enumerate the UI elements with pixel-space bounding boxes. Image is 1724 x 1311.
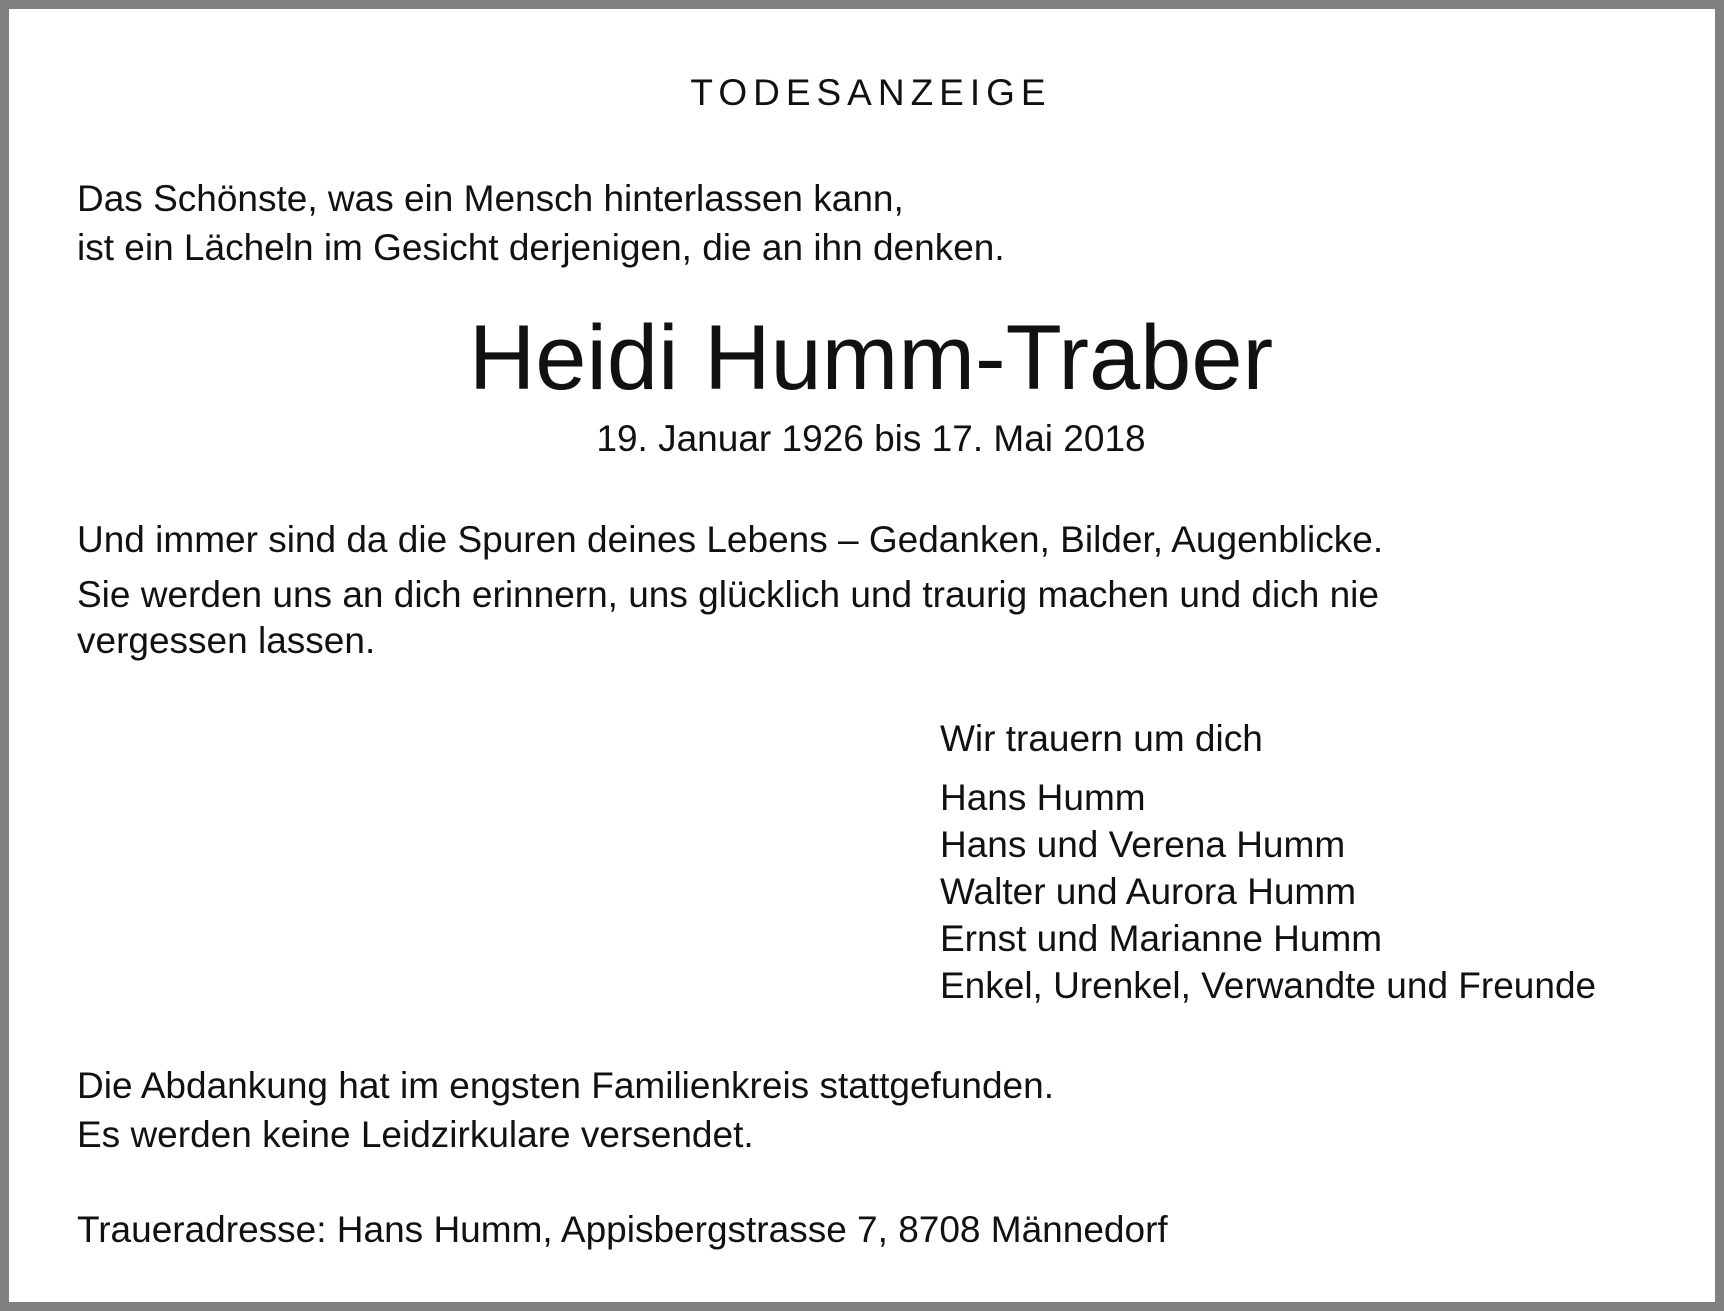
life-dates: 19. Januar 1926 bis 17. Mai 2018 <box>596 418 1146 459</box>
opening-quote <box>77 174 1005 272</box>
remembrance-line: Sie werden uns an dich erinnern, uns glücklich und traurig machen und dich nie <box>77 574 1379 615</box>
mourner-name: Hans Humm <box>940 777 1146 818</box>
mourning-address: Traueradresse: Hans Humm, Appisbergstrasse 7, 8708 Männedorf <box>77 1209 1168 1250</box>
service-info <box>77 1061 1054 1159</box>
quote-line: Das Schönste, was ein Mensch hinterlassen kann, <box>77 178 904 219</box>
mourner-name: Ernst und Marianne Humm <box>940 918 1383 959</box>
deceased-name: Heidi Humm-Traber <box>468 307 1274 409</box>
remembrance-line: Und immer sind da die Spuren deines Lebens – Gedanken, Bilder, Augenblicke. <box>77 519 1384 560</box>
quote-line: ist ein Lächeln im Gesicht derjenigen, die an ihn denken. <box>77 227 1005 268</box>
service-line: Die Abdankung hat im engsten Familienkreis stattgefunden. <box>77 1065 1054 1106</box>
service-line: Es werden keine Leidzirkulare versendet. <box>77 1114 754 1155</box>
notice-kicker: TODESANZEIGE <box>690 72 1052 113</box>
mourner-name: Enkel, Urenkel, Verwandte und Freunde <box>940 965 1597 1006</box>
mourners-list <box>940 774 1596 1009</box>
mourners-intro: Wir trauern um dich <box>940 718 1263 759</box>
mourner-name: Walter und Aurora Humm <box>940 871 1357 912</box>
mourner-name: Hans und Verena Humm <box>940 824 1346 865</box>
mourners-section <box>940 715 1596 1009</box>
remembrance-text <box>77 512 1383 668</box>
remembrance-line: vergessen lassen. <box>77 620 376 661</box>
